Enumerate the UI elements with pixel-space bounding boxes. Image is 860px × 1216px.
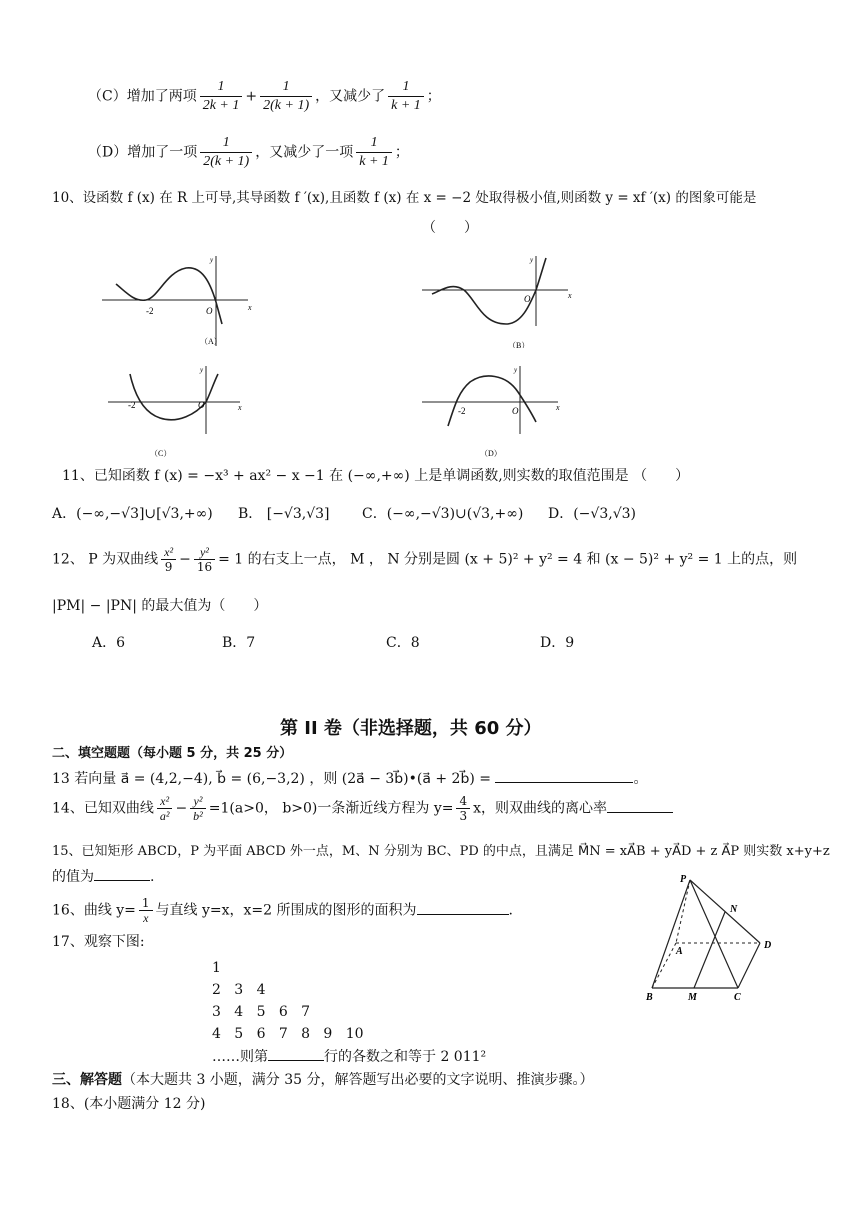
tick-label: -2 <box>458 406 466 416</box>
q11-option-a: A．(−∞,−√3]∪[√3,+∞) <box>52 506 213 522</box>
graph-b <box>418 252 578 348</box>
tick-label: -2 <box>146 306 154 316</box>
section3-heading: 三、解答题（本大题共 3 小题，满分 35 分，解答题写出必要的文字说明、推演步骤。） <box>52 1072 594 1088</box>
answer-blank[interactable] <box>268 1046 324 1061</box>
answer-blank[interactable] <box>607 798 673 813</box>
answer-blank[interactable] <box>94 866 150 881</box>
origin-label: O <box>512 406 519 416</box>
q11-option-b: B． [−√3,√3] <box>238 506 330 522</box>
answer-blank[interactable] <box>417 900 509 915</box>
q17-question: ……则第 行的各数之和等于 2 011² <box>212 1046 486 1067</box>
label-m: M <box>688 992 697 1003</box>
graph-caption: （B） <box>508 341 530 348</box>
number-row-1: 1 <box>212 960 221 976</box>
q17-text: 17、观察下图: <box>52 934 145 950</box>
edge-cd <box>738 943 760 988</box>
q12-line2: |PM| − |PN| 的最大值为（ ） <box>52 598 268 614</box>
section2-heading: 二、填空题题（每小题 5 分，共 25 分） <box>52 746 293 761</box>
q12-option-b: B．7 <box>222 635 256 651</box>
graph-caption: （A） <box>200 337 222 346</box>
edge-ab <box>652 943 676 988</box>
x-label: x <box>556 403 560 412</box>
graph-c <box>104 362 254 458</box>
fraction: $\frac{\text{x²}}{9}$ <box>161 545 176 574</box>
fraction: $\frac{4}{3}$ <box>456 794 470 823</box>
number-row-4: 4 5 6 7 8 9 10 <box>212 1026 364 1042</box>
q11-option-d: D．(−√3,√3) <box>548 506 636 522</box>
q18-text: 18、(本小题满分 12 分) <box>52 1096 206 1112</box>
label-a: A <box>676 946 683 957</box>
y-label: y <box>200 366 204 374</box>
graph-caption: （C） <box>150 449 172 458</box>
label-c: C <box>734 992 741 1003</box>
graph-caption: （D） <box>480 449 502 458</box>
answer-blank[interactable] <box>495 768 633 783</box>
y-label: y <box>210 256 214 264</box>
x-label: x <box>238 403 242 412</box>
q10-text: 10、设函数 f (x) 在 R 上可导,其导函数 f ′(x),且函数 f (x) 在 x = −2 处取得极小值,则函数 y = xf ′(x) 的图象可能是 <box>52 190 757 206</box>
origin-label: O <box>524 294 531 304</box>
q12-option-d: D．9 <box>540 635 575 651</box>
fraction: $\frac{1}{2(k + 1)}$ <box>200 134 252 171</box>
label-d: D <box>764 940 772 951</box>
q11-text: 11、已知函数 f (x) = −x³ + ax² − x −1 在 (−∞,+∞) 上是单调函数,则实数的取值范围是 （ ） <box>62 468 690 484</box>
q9-option-c: （C）增加了两项 $\frac{1}{2k + 1}$ + $\frac{1}{2(k + 1)}$ ，又减少了 $\frac{1}{k + 1}$ ； <box>88 79 441 113</box>
fraction: $\frac{1}{2(k + 1)}$ <box>260 78 312 115</box>
part2-title: 第 II 卷（非选择题，共 60 分） <box>280 718 542 739</box>
fraction: $\frac{1}{k + 1}$ <box>388 78 424 115</box>
label-n: N <box>730 904 738 915</box>
number-row-2: 2 3 4 <box>212 982 266 998</box>
fraction: $\frac{\text{y²}}{\text{b²}}$ <box>190 794 206 823</box>
graph-d <box>418 362 568 458</box>
fraction: $\frac{\text{x²}}{\text{a²}}$ <box>157 794 173 823</box>
q10-paren: （ ） <box>422 220 478 236</box>
q14-text: 14、已知双曲线 $\frac{\text{x²}}{\text{a²}}$ − $\frac{\text{y²}}{\text{b²}}$ =1(a>0， b>0)一条渐近线方程为 y= $\frac{4}{3}$ x，则双曲线的离心率 <box>52 794 673 823</box>
label-b: B <box>646 992 653 1003</box>
q12-option-a: A．6 <box>92 635 126 651</box>
fraction: $\frac{\text{y²}}{16}$ <box>194 545 215 574</box>
tick-label: -2 <box>128 400 136 410</box>
edge-pa <box>676 880 690 943</box>
q13-text: 13 若向量 a⃗ = (4,2,−4), b⃗ = (6,−3,2) ，则 (2a⃗ − 3b⃗)•(a⃗ + 2b⃗) = 。 <box>52 768 647 789</box>
x-label: x <box>248 303 252 312</box>
pyramid-figure <box>640 870 790 1004</box>
graph-a <box>98 252 258 348</box>
curve <box>448 376 536 426</box>
q12-text: 12、 P 为双曲线 $\frac{\text{x²}}{9}$ − $\frac{\text{y²}}{16}$ = 1 的右支上一点， M ， N 分别是圆 (x + 5)² + y² = 4 和 (x − 5)² + y² = 1 上的点，则 <box>52 545 798 574</box>
fraction: $\frac{1}{2k + 1}$ <box>200 78 243 115</box>
q15-line2: 的值为 . <box>52 866 154 887</box>
origin-label: O <box>206 306 213 316</box>
x-label: x <box>568 291 572 300</box>
fraction: $\frac{1}{x}$ <box>139 896 153 925</box>
edge-pc <box>690 880 738 988</box>
q16-text: 16、曲线 y= $\frac{1}{x}$ 与直线 y=x，x=2 所围成的图形的面积为 . <box>52 896 513 925</box>
label-p: P <box>680 874 687 885</box>
q12-option-c: C．8 <box>386 635 420 651</box>
y-label: y <box>530 256 534 264</box>
edge-pd <box>690 880 760 943</box>
edge-pb <box>652 880 690 988</box>
y-label: y <box>514 366 518 374</box>
fraction: $\frac{1}{k + 1}$ <box>356 134 392 171</box>
q15-text: 15、已知矩形 ABCD，P 为平面 ABCD 外一点，M、N 分别为 BC、PD 的中点，且满足 M⃗N = xA⃗B + yA⃗D + z A⃗P 则实数 x+y+z <box>52 844 830 859</box>
curve <box>432 258 546 324</box>
q11-option-c: C．(−∞,−√3)∪(√3,+∞) <box>362 506 524 522</box>
number-row-3: 3 4 5 6 7 <box>212 1004 311 1020</box>
curve <box>130 374 218 420</box>
q9-option-d: （D）增加了一项 $\frac{1}{2(k + 1)}$ ，又减少了一项 $\frac{1}{k + 1}$ ； <box>88 135 409 169</box>
origin-label: O <box>198 400 205 410</box>
